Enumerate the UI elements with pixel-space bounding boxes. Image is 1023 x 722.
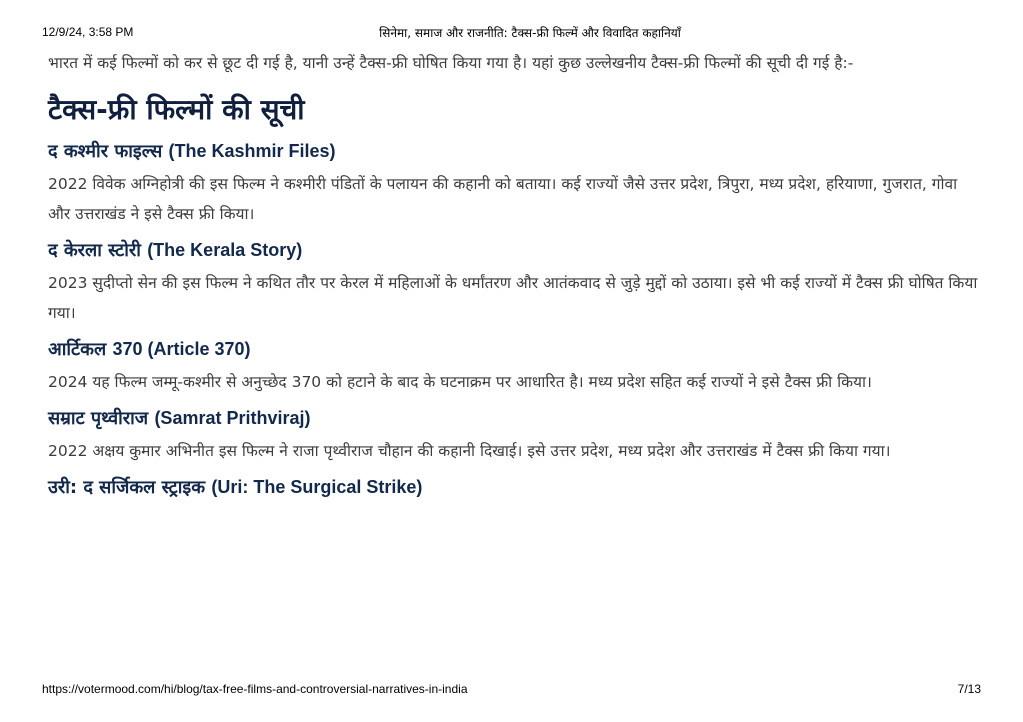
film-entry xyxy=(48,136,978,229)
print-datetime: 12/9/24, 3:58 PM xyxy=(42,25,134,39)
page-url: https://votermood.com/hi/blog/tax-free-films-and-controversial-narratives-in-india xyxy=(42,682,468,696)
film-description: 2024 यह फिल्म जम्मू-कश्मीर से अनुच्छेद 370 को हटाने के बाद के घटनाक्रम पर आधारित है। मध्य प्रदेश सहित कई राज्यों ने इसे टैक्स फ्री किया। xyxy=(48,373,872,391)
intro-paragraph: भारत में कई फिल्मों को कर से छूट दी गई है, यानी उन्हें टैक्स-फ्री घोषित किया गया है। यहां कुछ उल्लेखनीय टैक्स-फ्री फिल्मों की सूची दी गई है:- xyxy=(48,54,854,72)
film-heading xyxy=(48,403,978,434)
film-title-hindi: आर्टिकल xyxy=(48,339,107,360)
film-heading xyxy=(48,136,978,167)
print-footer xyxy=(0,676,1023,706)
film-heading xyxy=(48,334,978,365)
film-description: 2022 अक्षय कुमार अभिनीत इस फिल्म ने राजा पृथ्वीराज चौहान की कहानी दिखाई। इसे उत्तर प्रदेश, मध्य प्रदेश और उत्तराखंड में टैक्स फ्री किया गया। xyxy=(48,442,891,460)
list-heading: टैक्स-फ्री फिल्मों की सूची xyxy=(48,93,305,126)
film-entry xyxy=(48,403,978,466)
film-title-english: (Uri: The Surgical Strike) xyxy=(211,477,423,497)
print-page-title: सिनेमा, समाज और राजनीति: टैक्स-फ्री फिल्में और विवादित कहानियाँ xyxy=(379,26,681,40)
film-title-english: 370 (Article 370) xyxy=(112,339,251,359)
film-description: 2022 विवेक अग्निहोत्री की इस फिल्म ने कश्मीरी पंडितों के पलायन की कहानी को बताया। कई राज्यों जैसे उत्तर प्रदेश, त्रिपुरा, मध्य प्रदेश, हरियाणा, गुजरात, गोवा और उत्तराखंड ने इसे टैक्स फ्री किया। xyxy=(48,175,958,223)
film-title-hindi: सम्राट पृथ्वीराज xyxy=(48,408,149,429)
film-title-hindi: द कश्मीर फाइल्स xyxy=(48,141,163,162)
film-heading xyxy=(48,472,978,503)
film-title-hindi: उरी: द सर्जिकल स्ट्राइक xyxy=(48,477,206,498)
film-entry xyxy=(48,235,978,328)
page-number: 7/13 xyxy=(957,682,981,696)
film-entry xyxy=(48,472,978,503)
film-title-english: (The Kerala Story) xyxy=(147,240,303,260)
film-title-english: (The Kashmir Files) xyxy=(168,141,336,161)
film-heading xyxy=(48,235,978,266)
film-description: 2023 सुदीप्तो सेन की इस फिल्म ने कथित तौर पर केरल में महिलाओं के धर्मांतरण और आतंकवाद से जुड़े मुद्दों को उठाया। इसे भी कई राज्यों में टैक्स फ्री घोषित किया गया। xyxy=(48,274,978,322)
print-header xyxy=(0,0,1023,40)
film-entry xyxy=(48,334,978,397)
article-content xyxy=(48,48,978,503)
film-title-english: (Samrat Prithviraj) xyxy=(154,408,311,428)
film-title-hindi: द केरला स्टोरी xyxy=(48,240,141,261)
